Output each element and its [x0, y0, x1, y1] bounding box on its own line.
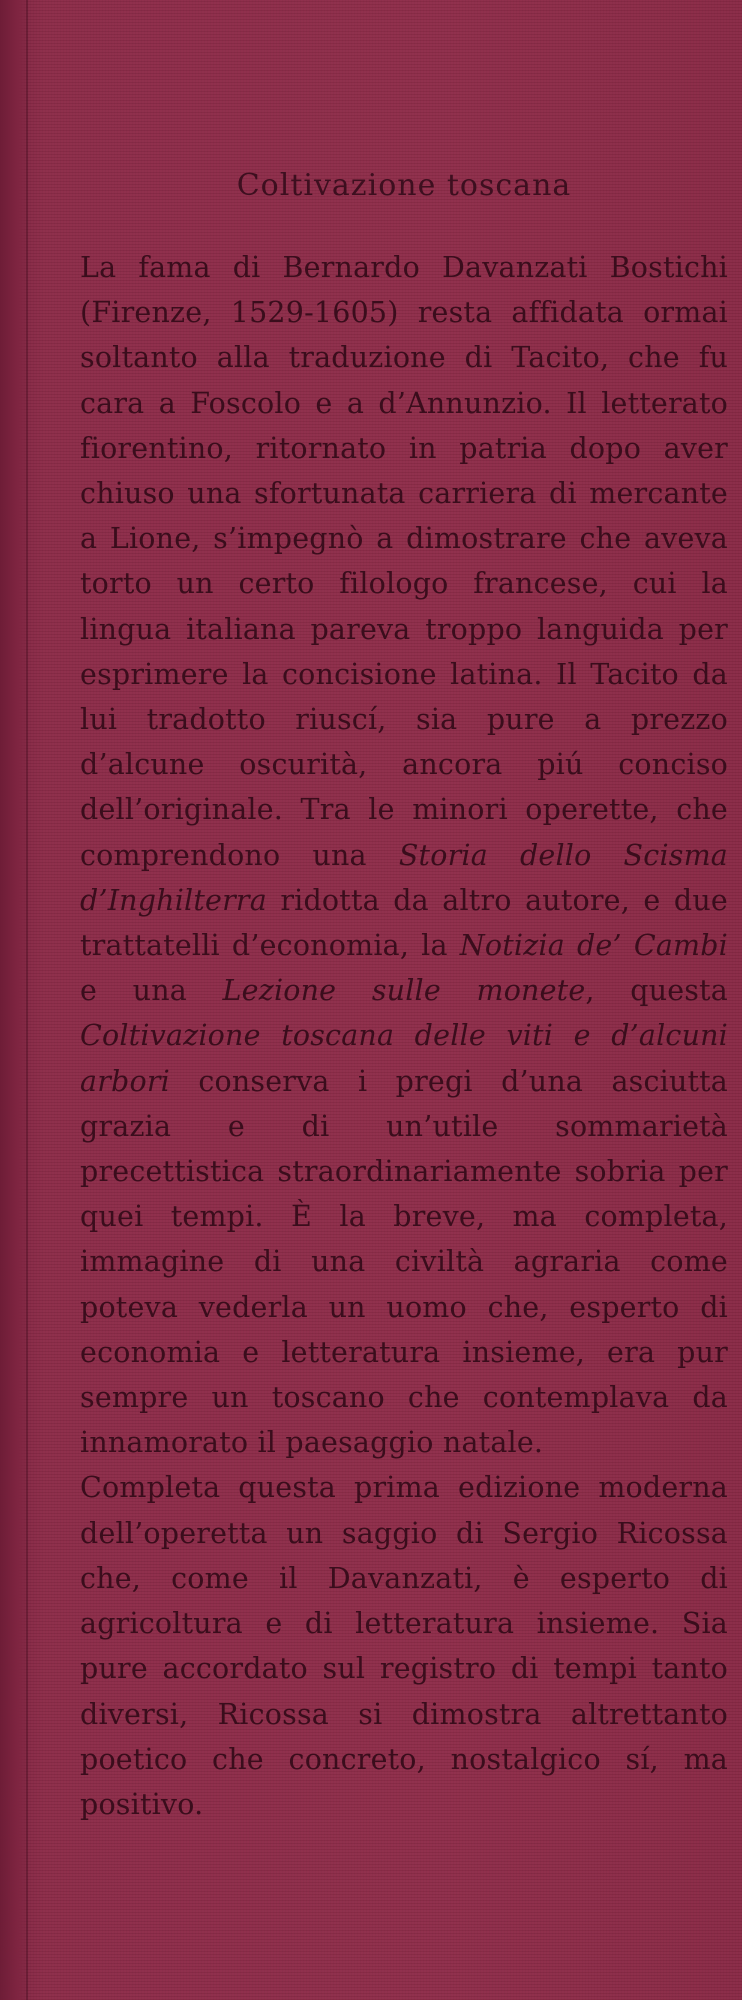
blurb-text: ridotta da altro autore, e due trattatelli d’economia, la: [80, 883, 728, 963]
book-title-italic: Notizia de’ Cambi: [459, 929, 729, 963]
cover-blurb: [80, 168, 728, 1827]
blurb-paragraph-1: [80, 245, 728, 1465]
book-title-italic: Lezione sulle monete: [222, 974, 586, 1008]
spine-crease: [26, 0, 28, 2000]
blurb-paragraph-2: Completa questa prima edizione moderna dell’operetta un saggio di Sergio Ricossa che, come il Davanzati, è esperto di agricoltura e di letteratura insieme. Sia pure accordato sul registro di tempi tanto diversi, Ricossa si dimostra altrettanto poetico che concreto, nostalgico sí, ma positivo.: [80, 1471, 728, 1821]
book-title-italic: Coltivazione toscana delle viti e d’alcuni arbori: [80, 1019, 728, 1098]
book-title-italic: Storia dello Scisma d’Inghilterra: [80, 838, 729, 917]
blurb-text: conserva i pregi d’una asciutta grazia e di un’utile sommarietà precettistica straordinariamente sobria per quei tempi. È la breve, ma completa, immagine di una civiltà agraria come poteva vederla un uomo che, esperto di economia e letteratura insieme, era pur sempre un toscano che contemplava da innamorato il paesaggio natale.: [80, 1064, 728, 1460]
blurb-text: , questa: [585, 974, 728, 1008]
blurb-text: La fama di Bernardo Davanzati Bostichi (Firenze, 1529-1605) resta affidata ormai soltanto alla traduzione di Tacito, che fu cara a Foscolo e a d’Annunzio. Il letterato fiorentino, ritornato in patria dopo aver chiuso una sfortunata carriera di mercante a Lione, s’impegnò a dimostrare che aveva torto un certo filologo francese, cui la lingua italiana pareva troppo languida per esprimere la concisione latina. Il Tacito da lui tradotto riuscí, sia pure a prezzo d’alcune oscurità, ancora piú conciso dell’originale. Tra le minori operette, che comprendono una: [80, 251, 728, 872]
blurb-title: Coltivazione toscana: [236, 168, 572, 203]
blurb-text: e una: [80, 974, 223, 1008]
